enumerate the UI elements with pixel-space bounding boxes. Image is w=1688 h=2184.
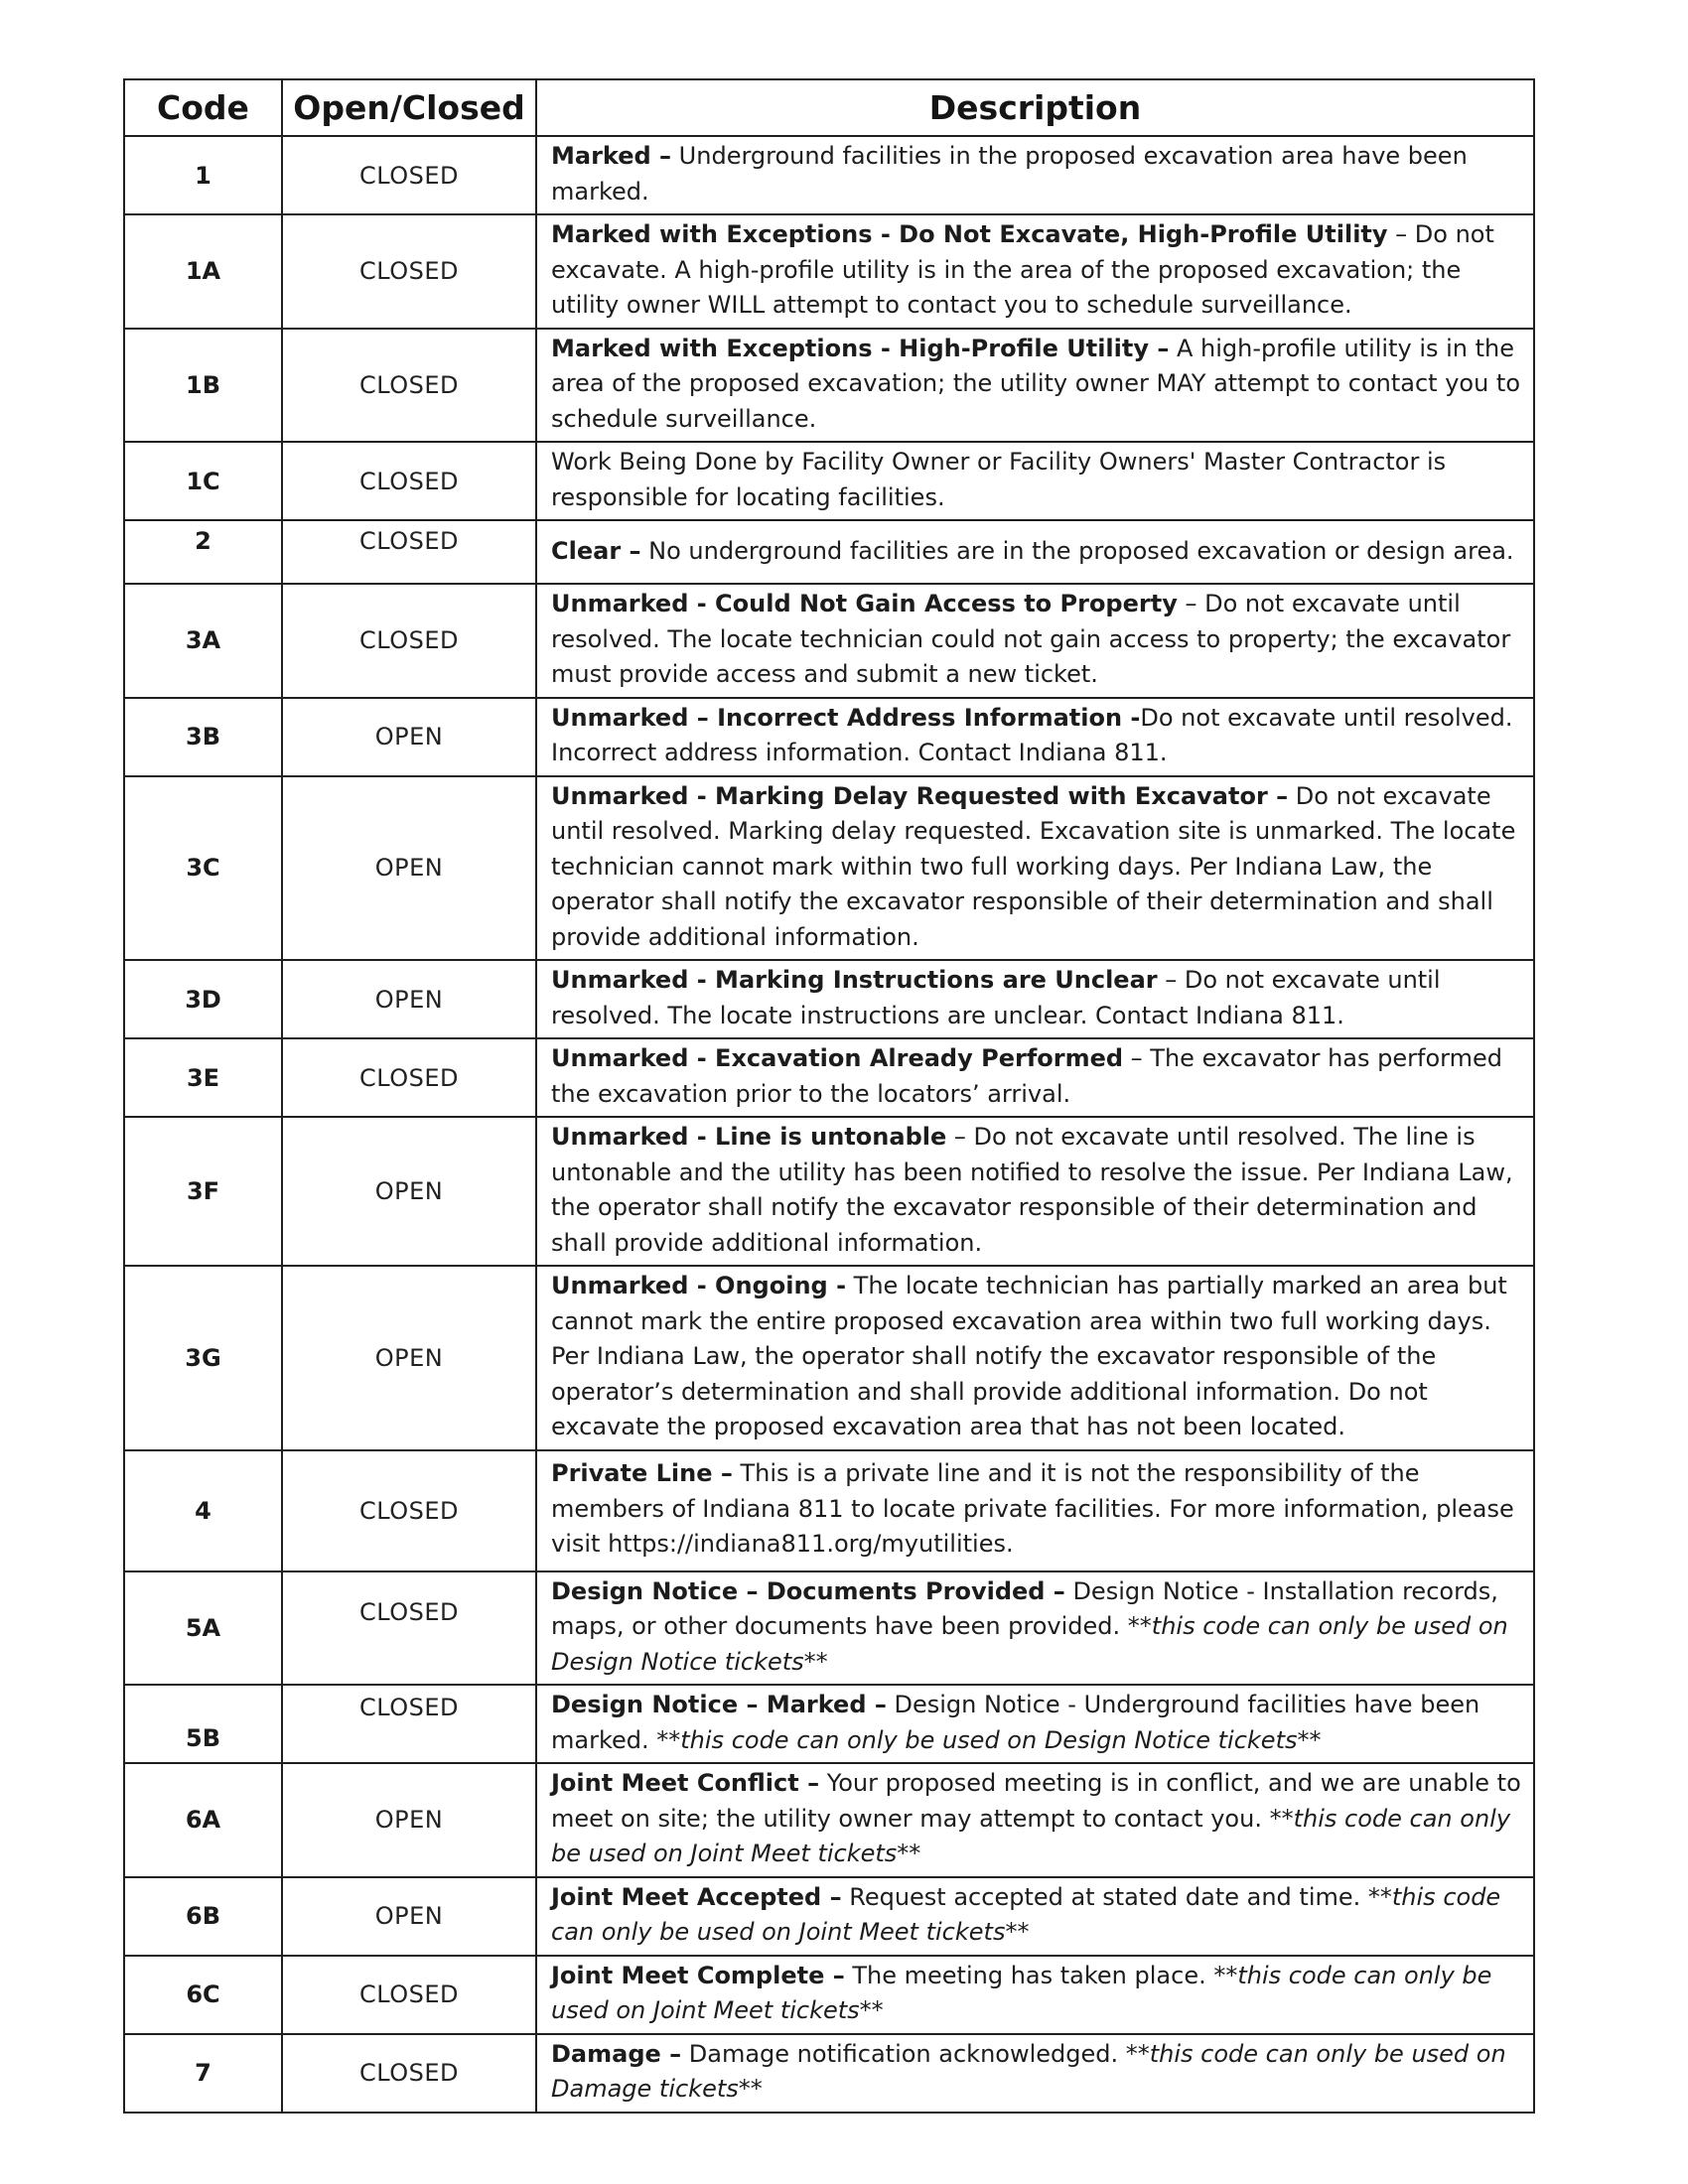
table-row (124, 1450, 1534, 1571)
row-status: OPEN (282, 1266, 536, 1450)
row-note: **this code can only be used on Design Notice tickets** (656, 1725, 1322, 1754)
row-code: 6B (124, 1877, 282, 1956)
row-title: Unmarked - Marking Delay Requested with Excavator – (551, 781, 1289, 810)
row-code: 7 (124, 2034, 282, 2113)
row-status: OPEN (282, 698, 536, 776)
row-code: 3G (124, 1266, 282, 1450)
row-description (536, 1763, 1534, 1877)
row-code: 1C (124, 442, 282, 520)
row-text: Your proposed meeting is in conflict, and we are unable to meet on site; the utility owner may attempt to contact you. (551, 1769, 1521, 1833)
row-code: 6A (124, 1763, 282, 1877)
row-description (536, 698, 1534, 776)
row-title: Unmarked - Line is untonable (551, 1123, 947, 1151)
row-status: OPEN (282, 960, 536, 1038)
row-code: 1A (124, 214, 282, 329)
row-status: CLOSED (282, 1038, 536, 1117)
row-text: Damage notification acknowledged. (681, 2039, 1126, 2068)
row-code: 3D (124, 960, 282, 1038)
row-text: Work Being Done by Facility Owner or Facility Owners' Master Contractor is responsible for locating facilities. (551, 448, 1447, 511)
row-text: – Do not excavate until resolved. The locate technician could not gain access to property; the excavator must provide access and submit a new ticket. (551, 590, 1511, 688)
row-description (536, 1266, 1534, 1450)
row-note: **this code can only be used on Joint Meet tickets** (551, 1804, 1511, 1867)
row-text: This is a private line and it is not the responsibility of the members of Indiana 811 to locate private facilities. For more information, please visit https://indiana811.org/myutilities. (551, 1459, 1514, 1559)
row-title: Unmarked - Ongoing - (551, 1272, 847, 1299)
row-text: – Do not excavate until resolved. The locate instructions are unclear. Contact Indiana 811. (551, 966, 1441, 1029)
row-status: CLOSED (282, 329, 536, 443)
table-row (124, 1117, 1534, 1266)
header-description: Description (536, 79, 1534, 136)
row-code: 3A (124, 584, 282, 698)
row-text: Design Notice - Underground facilities have been marked. (551, 1691, 1480, 1754)
row-description (536, 329, 1534, 443)
row-description (536, 776, 1534, 961)
row-description (536, 1956, 1534, 2034)
row-description (536, 1038, 1534, 1117)
row-status: OPEN (282, 776, 536, 961)
row-status: CLOSED (282, 1956, 536, 2034)
table-row (124, 1763, 1534, 1877)
row-status: OPEN (282, 1763, 536, 1877)
table-header-row (124, 79, 1534, 136)
row-code: 3E (124, 1038, 282, 1117)
row-description (536, 1571, 1534, 1686)
row-text: The locate technician has partially marked an area but cannot mark the entire proposed excavation area within two full working days. Per Indiana Law, the operator shall notify the excavator responsible of the operator’s determination and shall provide additional information. Do not excavate the proposed excavation area that has not been located. (551, 1272, 1507, 1440)
row-text: Underground facilities in the proposed excavation area have been marked. (551, 142, 1468, 205)
row-title: Design Notice – Marked – (551, 1691, 887, 1718)
table-row (124, 1956, 1534, 2034)
row-text: – The excavator has performed the excavation prior to the locators’ arrival. (551, 1044, 1502, 1108)
row-code: 3F (124, 1117, 282, 1266)
row-description (536, 1877, 1534, 1956)
row-title: Design Notice – Documents Provided – (551, 1576, 1065, 1605)
row-code: 3B (124, 698, 282, 776)
row-text: Do not excavate until resolved. Marking delay requested. Excavation site is unmarked. The locate technician cannot mark within two full working days. Per Indiana Law, the operator shall notify the excavator responsible of their determination and shall provide additional information. (551, 781, 1516, 951)
row-text: A high-profile utility is in the area of the proposed excavation; the utility owner MAY attempt to contact you to schedule surveillance. (551, 334, 1521, 433)
row-title: Damage – (551, 2039, 682, 2068)
row-status: CLOSED (282, 2034, 536, 2113)
table-row (124, 1877, 1534, 1956)
table-row (124, 329, 1534, 443)
row-text: The meeting has taken place. (844, 1961, 1214, 1989)
row-title: Clear – (551, 537, 641, 566)
row-note: **this code can only be used on Design Notice tickets** (551, 1612, 1508, 1676)
row-title: Unmarked – Incorrect Address Information - (551, 703, 1141, 732)
row-code: 1B (124, 329, 282, 443)
row-description (536, 1450, 1534, 1571)
row-description (536, 442, 1534, 520)
row-status: CLOSED (282, 442, 536, 520)
row-description (536, 960, 1534, 1038)
row-title: Joint Meet Complete – (551, 1961, 845, 1989)
row-description (536, 1117, 1534, 1266)
row-title: Unmarked - Marking Instructions are Unclear (551, 966, 1158, 994)
table-row (124, 520, 1534, 584)
row-status: OPEN (282, 1117, 536, 1266)
table-row (124, 214, 1534, 329)
table-row (124, 442, 1534, 520)
row-code: 5B (124, 1685, 282, 1763)
row-title: Marked with Exceptions - High-Profile Utility – (551, 334, 1170, 362)
row-code: 5A (124, 1571, 282, 1686)
row-title: Joint Meet Accepted – (551, 1882, 842, 1911)
row-code: 6C (124, 1956, 282, 2034)
row-status: CLOSED (282, 520, 536, 584)
row-description (536, 584, 1534, 698)
row-title: Private Line – (551, 1459, 733, 1488)
row-title: Unmarked - Excavation Already Performed (551, 1044, 1124, 1072)
header-status: Open/Closed (282, 79, 536, 136)
row-text: Do not excavate until resolved. Incorrect address information. Contact Indiana 811. (551, 703, 1513, 766)
table-row (124, 2034, 1534, 2113)
row-title: Unmarked - Could Not Gain Access to Property (551, 590, 1178, 617)
row-code: 2 (124, 520, 282, 584)
table-row (124, 698, 1534, 776)
table-row (124, 1571, 1534, 1686)
row-text: Design Notice - Installation records, maps, or other documents have been provided. (551, 1576, 1498, 1640)
row-text: – Do not excavate until resolved. The line is untonable and the utility has been notified to resolve the issue. Per Indiana Law, the operator shall notify the excavator responsible of their determination and shall provide additional information. (551, 1123, 1513, 1257)
row-description (536, 136, 1534, 214)
locate-codes-table (123, 78, 1535, 2114)
row-status: CLOSED (282, 136, 536, 214)
row-text: Request accepted at stated date and time. (841, 1882, 1368, 1911)
row-status: CLOSED (282, 1685, 536, 1763)
table-row (124, 960, 1534, 1038)
row-text: – Do not excavate. A high-profile utility is in the area of the proposed excavation; the utility owner WILL attempt to contact you to schedule surveillance. (551, 220, 1494, 319)
row-description (536, 214, 1534, 329)
row-status: CLOSED (282, 214, 536, 329)
row-note: **this code can only be used on Joint Meet tickets** (551, 1882, 1501, 1946)
row-title: Joint Meet Conflict – (551, 1769, 820, 1797)
row-description (536, 520, 1534, 584)
header-code: Code (124, 79, 282, 136)
table-row (124, 136, 1534, 214)
table-row (124, 776, 1534, 961)
row-note: **this code can only be used on Joint Meet tickets** (551, 1961, 1492, 2024)
table-row (124, 1685, 1534, 1763)
row-description (536, 1685, 1534, 1763)
table-row (124, 1038, 1534, 1117)
row-code: 1 (124, 136, 282, 214)
row-text: No underground facilities are in the proposed excavation or design area. (640, 537, 1514, 566)
row-code: 4 (124, 1450, 282, 1571)
row-status: CLOSED (282, 1450, 536, 1571)
table-row (124, 584, 1534, 698)
row-description (536, 2034, 1534, 2113)
row-status: OPEN (282, 1877, 536, 1956)
row-title: Marked with Exceptions - Do Not Excavate, High-Profile Utility (551, 220, 1388, 248)
row-title: Marked – (551, 142, 672, 170)
row-note: **this code can only be used on Damage tickets** (551, 2039, 1506, 2103)
row-status: CLOSED (282, 584, 536, 698)
table-row (124, 1266, 1534, 1450)
row-code: 3C (124, 776, 282, 961)
row-status: CLOSED (282, 1571, 536, 1686)
